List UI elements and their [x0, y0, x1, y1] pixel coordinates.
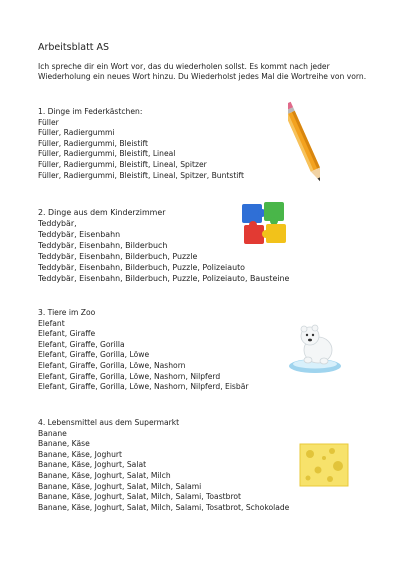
- section-pencil-case: [38, 107, 244, 181]
- section-heading: 3. Tiere im Zoo: [38, 308, 96, 317]
- section-heading: 2. Dinge aus dem Kinderzimmer: [38, 208, 166, 217]
- word-row: Elefant, Giraffe, Gorilla, Löwe: [38, 350, 150, 360]
- cheese-icon: [298, 442, 350, 488]
- section-heading: 4. Lebensmittel aus dem Supermarkt: [38, 418, 180, 427]
- word-row: Banane, Käse, Joghurt, Salat, Milch, Salami, Toastbrot: [38, 492, 242, 502]
- word-row: Banane, Käse, Joghurt, Salat, Milch, Salami: [38, 481, 202, 491]
- word-row: Füller, Radiergummi, Bleistift, Lineal, Spitzer, Buntstift: [38, 170, 244, 180]
- word-row: Banane, Käse, Joghurt, Salat: [38, 460, 147, 470]
- word-row: Teddybär, Eisenbahn, Bilderbuch, Puzzle: [38, 252, 198, 261]
- word-row: Banane, Käse, Joghurt: [38, 449, 123, 459]
- word-row: Füller: [38, 117, 59, 127]
- pencil-icon: [288, 96, 320, 192]
- polar-bear-icon: [286, 320, 344, 376]
- word-row: Füller, Radiergummi, Bleistift, Lineal: [38, 149, 176, 159]
- word-row: Elefant, Giraffe, Gorilla, Löwe, Nashorn: [38, 360, 186, 370]
- word-row: Füller, Radiergummi: [38, 128, 115, 138]
- word-row: Banane, Käse, Joghurt, Salat, Milch, Salami, Tosatbrot, Schokolade: [38, 502, 290, 512]
- word-row: Elefant, Giraffe, Gorilla, Löwe, Nashorn, Nilpferd, Eisbär: [38, 382, 249, 392]
- word-row: Teddybär,: [38, 219, 77, 228]
- word-row: Teddybär, Eisenbahn, Bilderbuch: [38, 241, 168, 250]
- section-heading: 1. Dinge im Federkästchen:: [38, 107, 143, 116]
- word-row: Teddybär, Eisenbahn, Bilderbuch, Puzzle, Polizeiauto: [38, 263, 246, 272]
- word-row: Füller, Radiergummi, Bleistift: [38, 138, 148, 148]
- word-row: Banane, Käse: [38, 439, 90, 449]
- section-supermarket: [38, 418, 289, 513]
- instructions: Ich spreche dir ein Wort vor, das du wiederholen sollst. Es kommt nach jeder Wiederholung ein neues Wort hinzu. Du Wiederholst jedes Mal die Wortreihe von vorn.: [38, 62, 367, 82]
- page-title: Arbeitsblatt AS: [38, 42, 110, 53]
- word-row: Elefant, Giraffe: [38, 329, 96, 339]
- word-row: Banane, Käse, Joghurt, Salat, Milch: [38, 470, 171, 480]
- word-row: Elefant: [38, 318, 65, 328]
- section-zoo-animals: [38, 308, 248, 393]
- word-row: Elefant, Giraffe, Gorilla: [38, 339, 125, 349]
- puzzle-icon: [238, 200, 290, 248]
- word-row: Teddybär, Eisenbahn: [38, 230, 121, 239]
- word-row: Füller, Radiergummi, Bleistift, Lineal, Spitzer: [38, 159, 207, 169]
- word-row: Elefant, Giraffe, Gorilla, Löwe, Nashorn, Nilpferd: [38, 371, 221, 381]
- word-row: Teddybär, Eisenbahn, Bilderbuch, Puzzle, Polizeiauto, Bausteine: [38, 274, 290, 283]
- word-row: Banane: [38, 428, 67, 438]
